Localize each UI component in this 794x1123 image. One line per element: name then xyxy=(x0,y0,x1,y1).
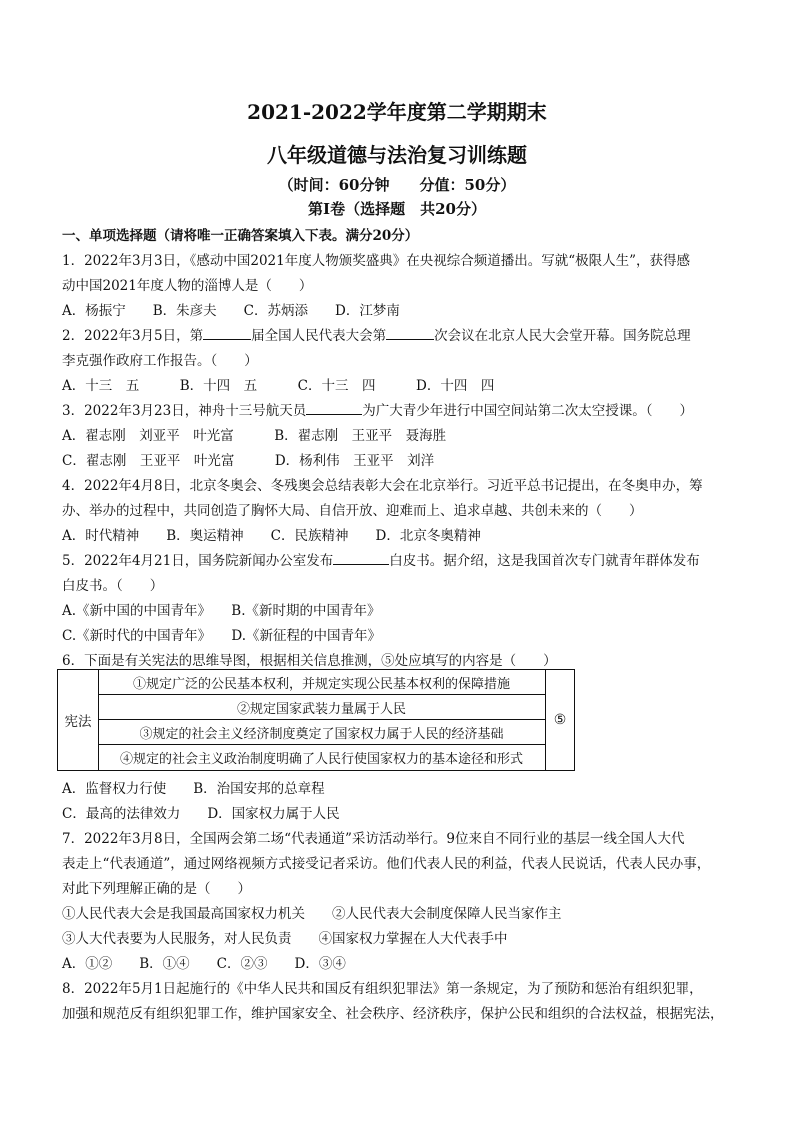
q7-options: A．①② B．①④ C．②③ D．③④ xyxy=(62,956,346,972)
q5-blank xyxy=(333,552,389,565)
q7-line3: 对此下列理解正确的是（ ） xyxy=(62,881,251,897)
q2-options: A．十三 五 B．十四 五 C．十三 四 D．十四 四 xyxy=(62,378,495,394)
q4-options: A．时代精神 B．奥运精神 C．民族精神 D．北京冬奥精神 xyxy=(62,528,481,544)
q1-line1: 1．2022年3月3日，《感动中国2021年度人物颁奖盛典》在央视综合频道播出。写就“极限人生”，获得感 xyxy=(62,253,691,269)
q4-line1: 4．2022年4月8日，北京冬奥会、冬残奥会总结表彰大会在北京举行。习近平总书记提出，在冬奥申办，筹 xyxy=(62,478,703,494)
q2-text-b: 届全国人民代表大会第 xyxy=(251,328,387,344)
q3-options-cd: C．翟志刚 王亚平 叶光富 D．杨利伟 王亚平 刘洋 xyxy=(62,453,435,469)
q5-line1 xyxy=(62,549,700,569)
q5-options-cd: C.《新时代的中国青年》 D.《新征程的中国青年》 xyxy=(62,628,382,644)
q1-line2: 动中国2021年度人物的淄博人是（ ） xyxy=(62,278,313,294)
mind-map-target: ⑤ xyxy=(553,712,567,728)
mind-map-branch-3: ③规定的社会主义经济制度奠定了国家权力属于人民的经济基础 xyxy=(98,720,546,745)
q3-options-ab: A．翟志刚 刘亚平 叶光富 B．翟志刚 王亚平 聂海胜 xyxy=(62,428,447,444)
mind-map-root: 宪法 xyxy=(58,670,99,770)
q2-text-a: 2．2022年3月5日，第 xyxy=(62,328,204,344)
q2-blank-1 xyxy=(203,327,251,340)
exam-subtitle: 八年级道德与法治复习训练题 xyxy=(267,143,527,167)
q5-text-a: 5．2022年4月21日，国务院新闻办公室发布 xyxy=(62,553,334,569)
exam-title: 2021-2022学年度第二学期期末 xyxy=(247,100,547,124)
q6-options-cd: C．最高的法律效力 D．国家权力属于人民 xyxy=(62,806,340,822)
q7-line2: 表走上“代表通道”，通过网络视频方式接受记者采访。他们代表人民的利益，代表人民说话，代表人民办事， xyxy=(62,856,711,872)
q6-options-ab: A．监督权力行使 B．治国安邦的总章程 xyxy=(62,781,325,797)
q3-line1 xyxy=(62,399,693,419)
q1-options: A．杨振宁 B．朱彦夫 C．苏炳添 D．江梦南 xyxy=(62,303,400,319)
q7-statements-12: ①人民代表大会是我国最高国家权力机关 ②人民代表大会制度保障人民当家作主 xyxy=(62,906,562,922)
q2-text-c: 次会议在北京人民大会堂开幕。国务院总理 xyxy=(434,328,691,344)
mind-map-branch-4: ④规定的社会主义政治制度明确了人民行使国家权力的基本途径和形式 xyxy=(98,745,546,770)
q7-line1: 7．2022年3月8日，全国两会第二场“代表通道”采访活动举行。9位来自不同行业的基层一线全国人大代 xyxy=(62,831,685,847)
mind-map-branch-1: ①规定广泛的公民基本权利，并规定实现公民基本权利的保障措施 xyxy=(98,670,546,695)
q2-blank-2 xyxy=(386,327,434,340)
q5-options-ab: A.《新中国的中国青年》 B.《新时期的中国青年》 xyxy=(62,603,381,619)
mind-map-branch-2: ②规定国家武装力量属于人民 xyxy=(98,695,546,720)
q8-line1: 8．2022年5月1日起施行的《中华人民共和国反有组织犯罪法》第一条规定，为了预防和惩治有组织犯罪， xyxy=(62,981,703,997)
q5-text-b: 白皮书。据介绍，这是我国首次专门就青年群体发布 xyxy=(389,553,700,569)
q2-line1 xyxy=(62,324,691,344)
time-score-line: （时间：60分钟 分值：50分） xyxy=(278,176,516,194)
volume-heading: 第Ⅰ卷（选择题 共20分） xyxy=(308,200,486,218)
constitution-mind-map xyxy=(57,669,575,771)
q8-line2: 加强和规范反有组织犯罪工作，维护国家安全、社会秩序、经济秩序，保护公民和组织的合法权益，根据宪法， xyxy=(62,1006,724,1022)
q3-text-b: 为广大青少年进行中国空间站第二次太空授课。（ ） xyxy=(362,403,693,419)
q5-line2: 白皮书。（ ） xyxy=(62,578,164,594)
q6-line1: 6．下面是有关宪法的思维导图，根据相关信息推测，⑤处应填写的内容是（ ） xyxy=(62,653,557,669)
mind-map-branches xyxy=(98,670,546,770)
q2-line2: 李克强作政府工作报告。（ ） xyxy=(62,353,258,369)
section-heading: 一、单项选择题（请将唯一正确答案填入下表。满分20分） xyxy=(62,228,419,244)
q7-statements-34: ③人大代表要为人民服务，对人民负责 ④国家权力掌握在人大代表手中 xyxy=(62,931,508,947)
q3-text-a: 3．2022年3月23日，神舟十三号航天员 xyxy=(62,403,307,419)
q3-blank xyxy=(306,402,362,415)
q4-line2: 办、举办的过程中，共同创造了胸怀大局、自信开放、迎难而上、追求卓越、共创未来的（ ） xyxy=(62,503,643,519)
